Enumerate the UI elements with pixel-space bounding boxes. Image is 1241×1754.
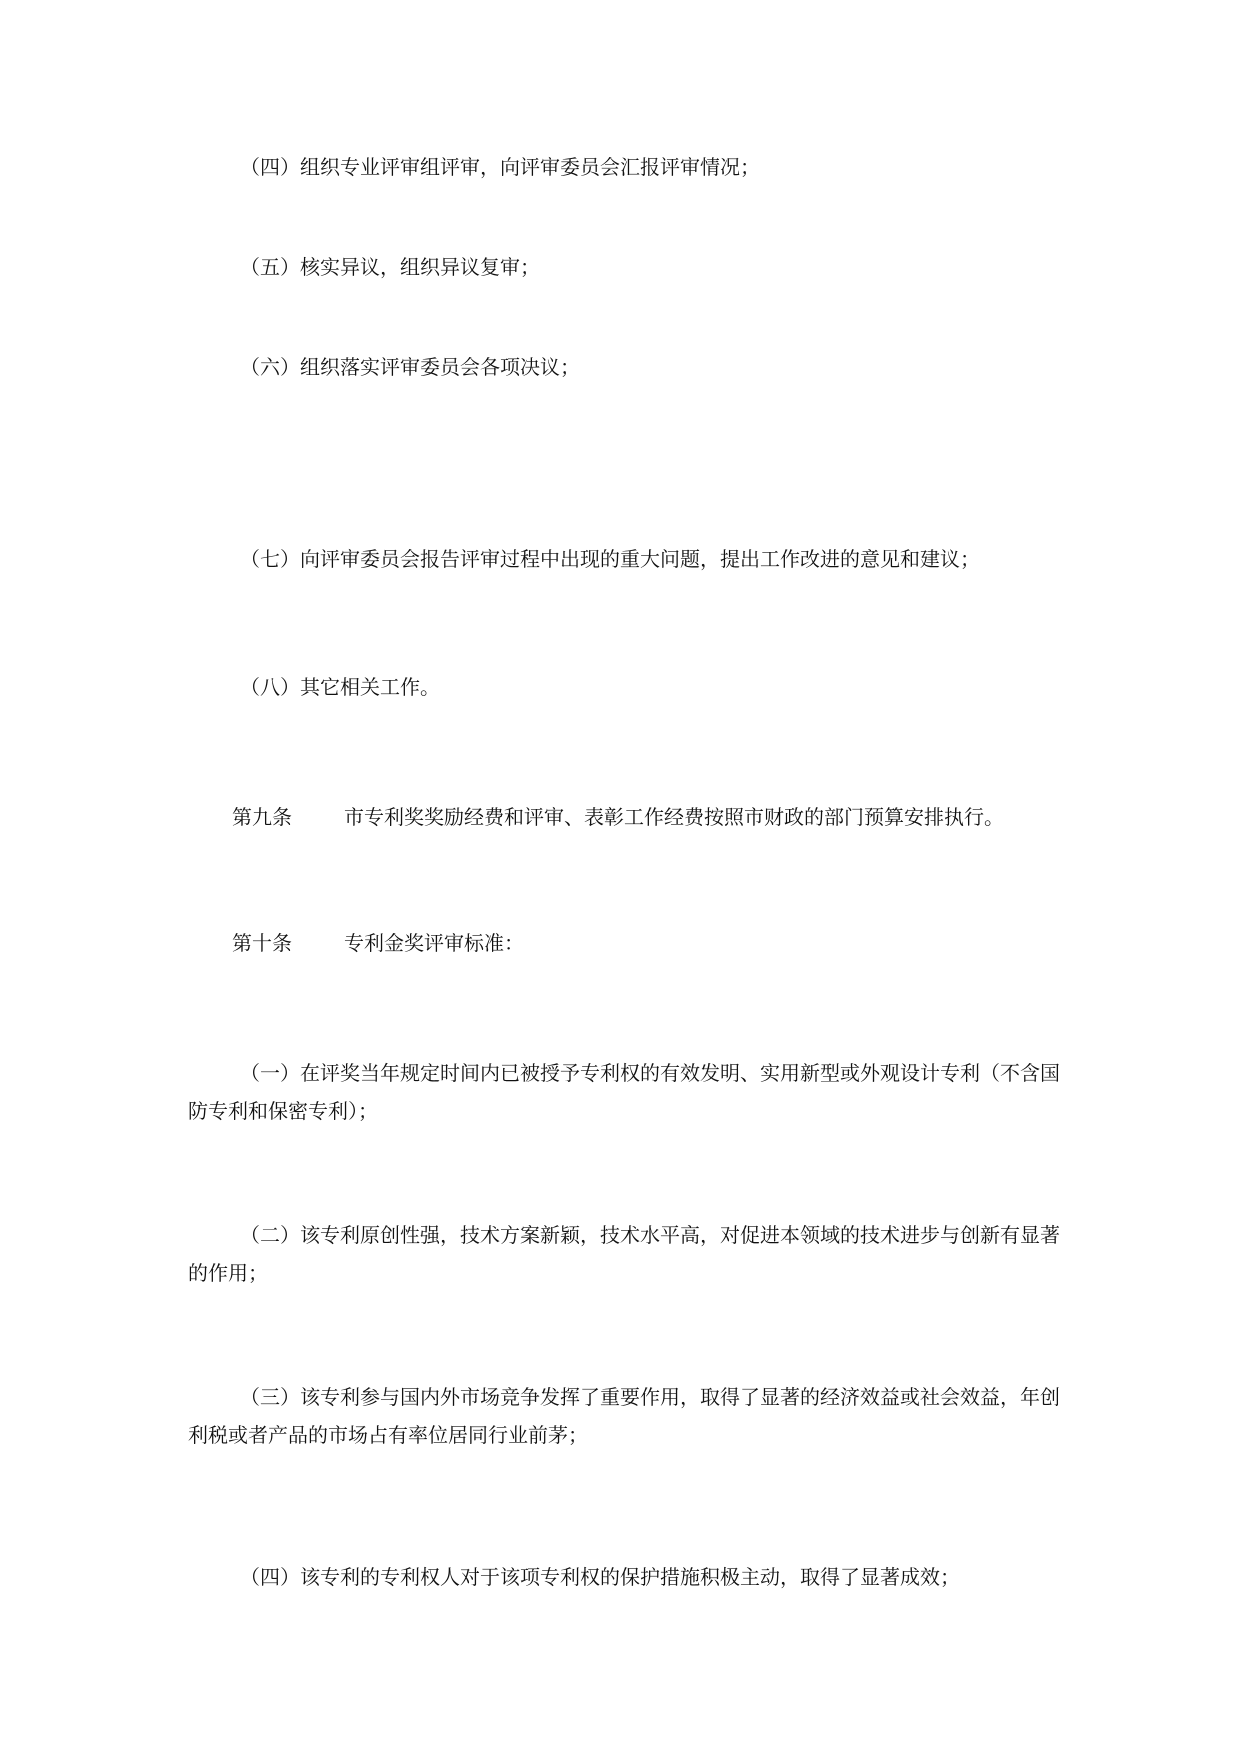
criterion-one: （一）在评奖当年规定时间内已被授予专利权的有效发明、实用新型或外观设计专利（不含国防专利和保密专利）； (188, 1061, 1060, 1123)
item-eight: （八）其它相关工作。 (240, 675, 440, 699)
item-six: （六）组织落实评审委员会各项决议； (240, 355, 580, 379)
article-nine (232, 798, 1004, 836)
article-ten-text: 专利金奖评审标准： (344, 931, 524, 955)
article-nine-text: 市专利奖奖励经费和评审、表彰工作经费按照市财政的部门预算安排执行。 (344, 805, 1004, 829)
item-four: （四）组织专业评审组评审，向评审委员会汇报评审情况； (240, 155, 760, 179)
criterion-two: （二）该专利原创性强，技术方案新颖，技术水平高，对促进本领域的技术进步与创新有显著的作用； (188, 1223, 1060, 1285)
item-five: （五）核实异议，组织异议复审； (240, 255, 540, 279)
article-nine-number: 第九条 (232, 805, 292, 829)
item-seven: （七）向评审委员会报告评审过程中出现的重大问题，提出工作改进的意见和建议； (240, 547, 980, 571)
article-ten-number: 第十条 (232, 931, 292, 955)
criterion-three: （三）该专利参与国内外市场竞争发挥了重要作用，取得了显著的经济效益或社会效益，年创利税或者产品的市场占有率位居同行业前茅； (188, 1385, 1060, 1447)
article-ten (232, 924, 524, 962)
criterion-four: （四）该专利的专利权人对于该项专利权的保护措施积极主动，取得了显著成效； (240, 1565, 960, 1589)
